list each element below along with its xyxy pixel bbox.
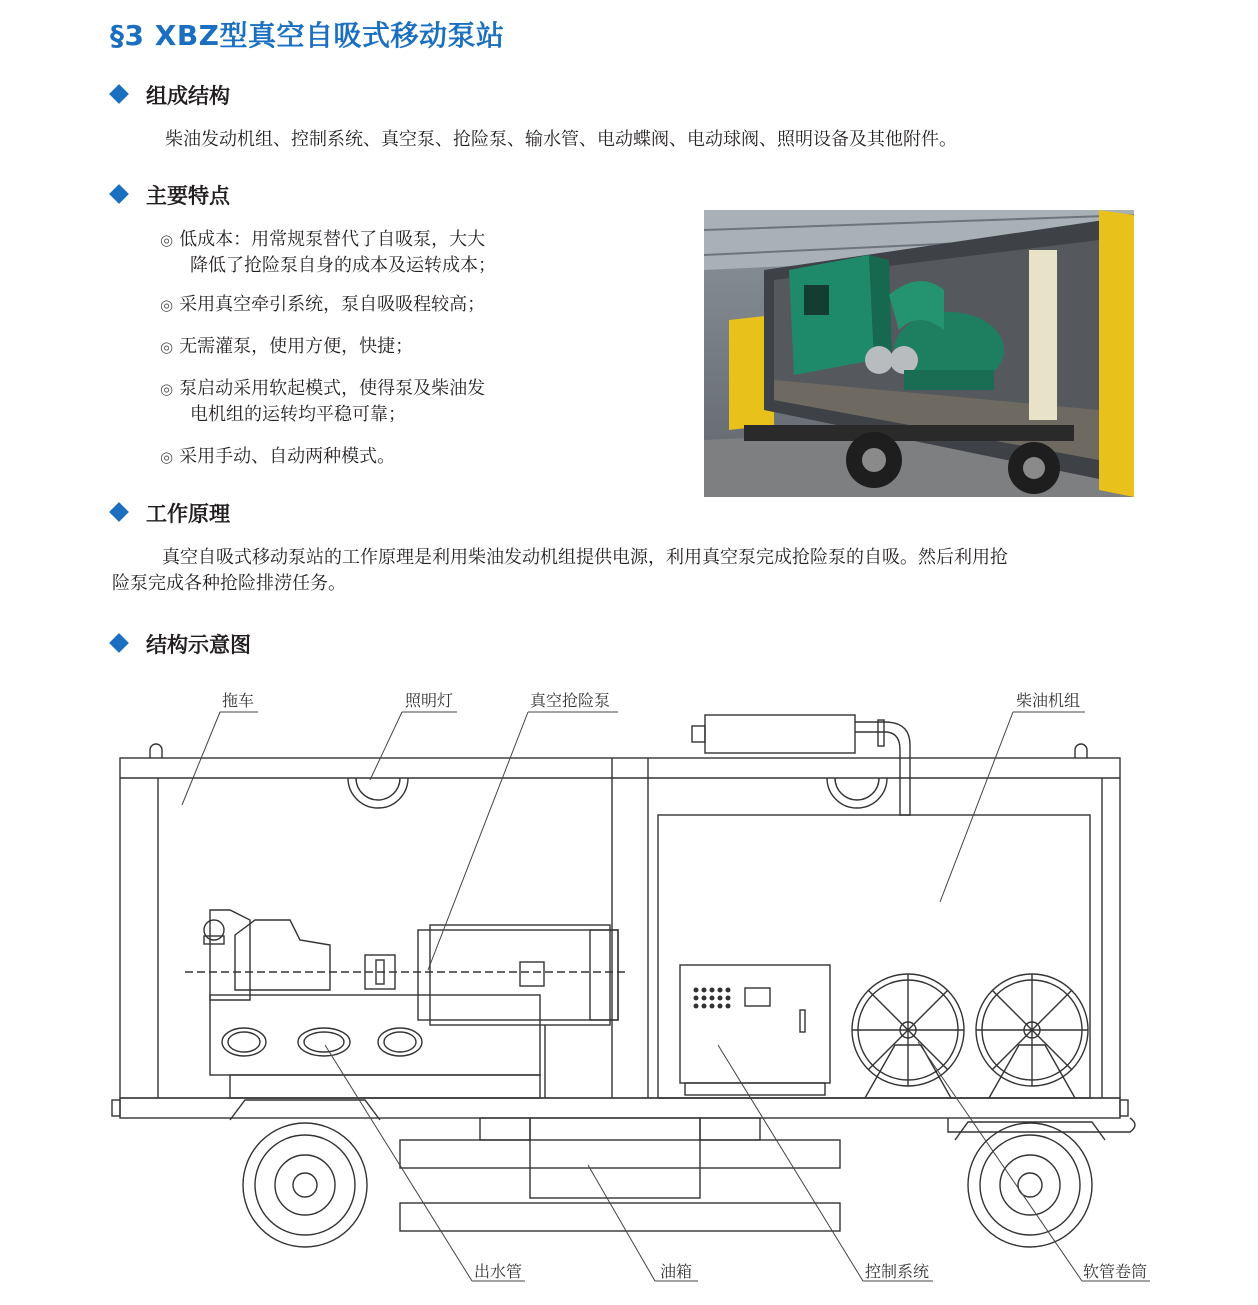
principle-text-line2: 险泵完成各种抢险排涝任务。 (112, 573, 346, 594)
feature-item (160, 376, 560, 428)
structure-diagram (100, 680, 1150, 1290)
lifting-eye-icon (1075, 744, 1087, 758)
feature-item (160, 334, 560, 360)
feature-text: 采用真空牵引系统，泵自吸吸程较高； (179, 294, 486, 315)
diamond-bullet-icon (109, 502, 129, 522)
truck-photo-illustration (704, 210, 1134, 497)
feature-text: 采用手动、自动两种模式。 (179, 446, 396, 467)
label-hose-reel: 软管卷筒 (1083, 1262, 1148, 1281)
principle-text-line1: 真空自吸式移动泵站的工作原理是利用柴油发动机组提供电源，利用真空泵完成抢险泵的自吸。然后利用抢 (162, 547, 1008, 568)
label-trailer: 拖车 (222, 691, 255, 710)
wheel-icon (230, 1100, 380, 1247)
trailer-frame (120, 758, 1120, 1098)
muffler (705, 715, 855, 753)
features-heading (112, 180, 230, 210)
circle-bullet-icon: ◎ (160, 338, 174, 356)
diamond-bullet-icon (109, 633, 129, 653)
circle-bullet-icon: ◎ (160, 296, 174, 314)
control-cabinet (680, 965, 830, 1083)
feature-item (160, 292, 560, 318)
vacuum-pump-assembly (185, 910, 625, 1098)
label-fuel-tank: 油箱 (660, 1262, 693, 1281)
lamp-icon (827, 778, 887, 808)
circle-bullet-icon: ◎ (160, 380, 174, 398)
page-title: §3 XBZ型真空自吸式移动泵站 (110, 19, 505, 52)
circle-bullet-icon: ◎ (160, 231, 174, 249)
label-vacuum-pump: 真空抢险泵 (530, 691, 611, 710)
label-control-system: 控制系统 (865, 1262, 930, 1281)
button-grid-icon (694, 988, 731, 1009)
diamond-bullet-icon (109, 84, 129, 104)
feature-text-cont: 电机组的运转均平稳可靠； (190, 404, 406, 425)
circle-bullet-icon: ◎ (160, 448, 174, 466)
feature-item (160, 227, 560, 279)
hose-reel-icon (976, 974, 1088, 1098)
pump-station-photo (704, 210, 1134, 497)
feature-text: 泵启动采用软起模式，使得泵及柴油发 (179, 378, 486, 399)
label-diesel-unit: 柴油机组 (1016, 691, 1081, 710)
diagram-heading (112, 629, 251, 659)
label-outlet-pipe: 出水管 (474, 1262, 523, 1281)
feature-item (160, 444, 560, 470)
composition-text: 柴油发动机组、控制系统、真空泵、抢险泵、输水管、电动蝶阀、电动球阀、照明设备及其他附件。 (165, 129, 957, 150)
principle-heading (112, 498, 230, 528)
feature-text: 无需灌泵，使用方便，快捷； (179, 336, 414, 357)
lifting-eye-icon (150, 744, 162, 758)
composition-heading (112, 80, 230, 110)
hose-reel-icon (852, 974, 964, 1098)
leader-lines (182, 712, 1150, 1281)
diamond-bullet-icon (109, 184, 129, 204)
label-light: 照明灯 (405, 691, 454, 710)
diagram-heading-text: 结构示意图 (146, 633, 251, 657)
principle-heading-text: 工作原理 (146, 502, 230, 526)
features-heading-text: 主要特点 (146, 184, 230, 208)
outlet-pipe-icon (222, 1028, 422, 1056)
fuel-tank (530, 1118, 700, 1198)
feature-text: 低成本：用常规泵替代了自吸泵，大大 (179, 229, 486, 250)
axle-beam (400, 1140, 840, 1168)
lamp-icon (348, 778, 408, 808)
diesel-genset-enclosure (658, 815, 1090, 1098)
feature-text-cont: 降低了抢险泵自身的成本及运转成本； (190, 255, 496, 276)
wheel-icon (955, 1122, 1105, 1247)
composition-heading-text: 组成结构 (146, 84, 230, 108)
